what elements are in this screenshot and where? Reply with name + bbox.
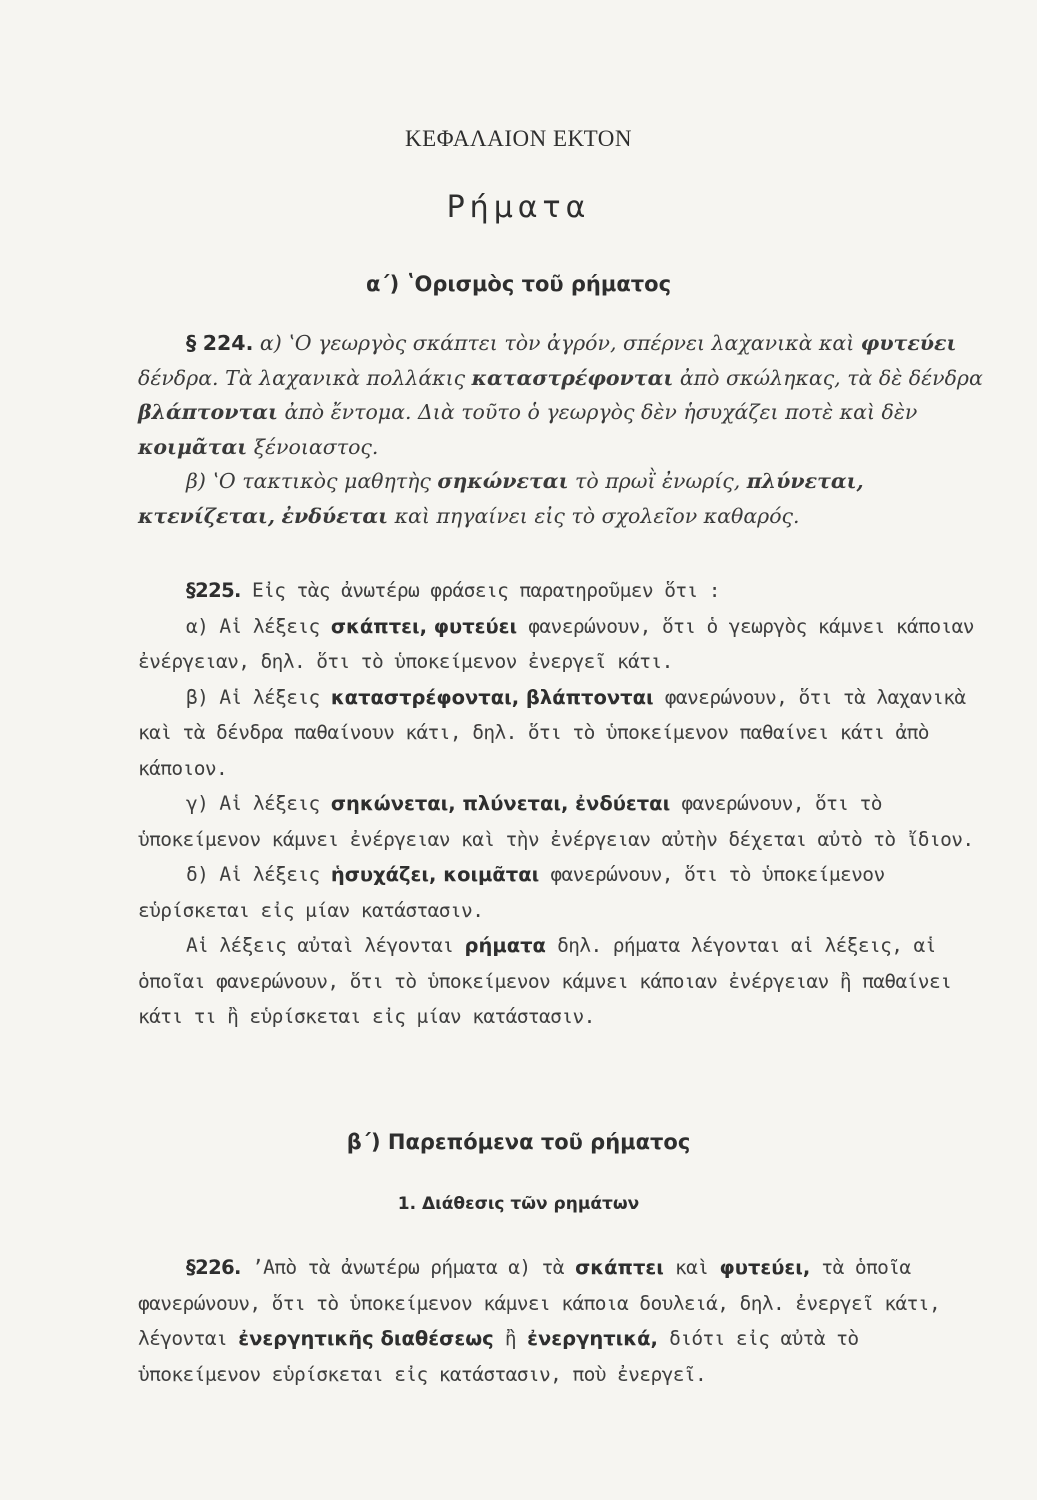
verb-highlight: φυτεύει [860, 331, 957, 355]
paragraph-224 [138, 326, 988, 533]
paragraph-226 [138, 1250, 988, 1392]
paragraph-number: 226. [195, 1256, 241, 1279]
text-run: Εἰς τὰς ἀνωτέρω φράσεις παρατηροῦμεν ὅτι : [240, 579, 720, 602]
text-run: ἢ [493, 1327, 528, 1350]
paragraph-number: 224. [202, 331, 254, 355]
verb-highlight: καταστρέφονται [471, 365, 674, 390]
verb-highlight: ἐνδύεται [281, 503, 389, 528]
text-run: γ) Αἱ λέξεις [186, 792, 331, 815]
text-run: διότι εἰς αὐτὰ τὸ ὑποκείμενον εὑρίσκεται εἰς κατάστασιν, ποὺ ἐνεργεῖ. [138, 1327, 859, 1386]
verb-highlight: σηκώνεται, πλύνεται, ἐνδύεται [330, 792, 671, 815]
text-run: β) ʽΟ τακτικὸς μαθητὴς [186, 469, 438, 493]
text-run: καὶ [663, 1256, 720, 1279]
verb-highlight: ρήματα [464, 934, 546, 957]
text-run: δ) Αἱ λέξεις [186, 863, 331, 886]
paragraph-225-a [138, 609, 988, 680]
text-run: β) Αἱ λέξεις [186, 685, 331, 709]
paragraph-225-d [138, 857, 988, 928]
text-run: ξένοιαστος. [247, 434, 379, 459]
text-run: α) Αἱ λέξεις [186, 614, 331, 638]
text-run: ἀπὸ σκώληκας, τὰ δὲ δένδρα [673, 365, 983, 390]
text-run: Αἱ λέξεις αὐταὶ λέγονται [186, 934, 465, 957]
paragraph-225 [138, 573, 988, 1035]
text-run: φανερώνουν, ὅτι ὁ γεωργὸς κάμνει κάποιαν ἐνέργειαν, δηλ. ὅτι τὸ ὑποκείμενον ἐνεργεῖ κάτι. [138, 614, 974, 673]
verb-highlight: πλύνεται, [746, 469, 864, 493]
text-run: τὰ ὁποῖα φανερώνουν, ὅτι τὸ ὑποκείμενον κάμνει κάποια δουλειά, δηλ. ἐνεργεῖ κάτι, λέγονται [138, 1256, 941, 1350]
text-run: φανερώνουν, ὅτι τὰ λαχανικὰ καὶ τὰ δένδρα παθαίνουν κάτι, δηλ. ὅτι τὸ ὑποκείμενον παθαίνει κάτι ἀπὸ κάποιον. [138, 685, 966, 780]
text-run: ʼΑπὸ τὰ ἀνωτέρω ρήματα α) τὰ [240, 1256, 576, 1279]
verb-highlight: σκάπτει, φυτεύει [330, 614, 518, 638]
text-run: δηλ. ρήματα λέγονται αἱ λέξεις, αἱ ὁποῖαι φανερώνουν, ὅτι τὸ ὑποκείμενον κάμνει κάποιαν ἐνέργειαν ἢ παθαίνει κάτι τι ἢ εὑρίσκεται εἰς μίαν κατάστασιν. [138, 934, 952, 1028]
section-a-heading: α΄) ʽΟρισμὸς τοῦ ρήματος [365, 272, 672, 296]
paragraph-226-text [138, 1250, 988, 1392]
term-highlight: ἐνεργητικά, [527, 1327, 658, 1350]
verb-highlight: ἡσυχάζει, κοιμᾶται [330, 863, 540, 886]
subsection-1-heading: 1. Διάθεσις τῶν ρημάτων [397, 1194, 640, 1214]
text-run: φανερώνουν, ὅτι τὸ ὑποκείμενον κάμνει ἐνέργειαν καὶ τὴν ἐνέργειαν αὐτὴν δέχεται αὐτὸ τὸ ἴδιον. [138, 792, 974, 851]
verb-highlight: κτενίζεται, [138, 503, 275, 528]
verb-highlight: σκάπτει [575, 1256, 664, 1279]
page-title: Ρήματα [446, 190, 591, 225]
text-run: ἀπὸ ἔντομα. Διὰ τοῦτο ὁ γεωργὸς δὲν ἡσυχάζει ποτὲ καὶ δὲν [277, 400, 918, 424]
section-b-heading: β΄) Παρεπόμενα τοῦ ρήματος [346, 1130, 691, 1154]
verb-highlight: φυτεύει, [719, 1256, 811, 1279]
text-run: φανερώνουν, ὅτι τὸ ὑποκείμενον εὑρίσκεται εἰς μίαν κατάστασιν. [138, 863, 885, 922]
paragraph-224-a [138, 326, 988, 464]
verb-highlight: καταστρέφονται, βλάπτονται [330, 685, 654, 709]
paragraph-225-intro [138, 573, 988, 609]
section-sign: § [186, 331, 197, 355]
verb-highlight: κοιμᾶται [138, 434, 248, 459]
section-sign: § [186, 1256, 196, 1279]
text-run: καὶ πηγαίνει εἰς τὸ σχολεῖον καθαρός. [388, 503, 800, 528]
paragraph-225-c [138, 786, 988, 857]
section-sign: § [186, 579, 196, 602]
paragraph-225-e [138, 928, 988, 1035]
verb-highlight: βλάπτονται [138, 400, 278, 424]
text-run: α) ʽΟ γεωργὸς σκάπτει τὸν ἀγρόν, σπέρνει λαχανικὰ καὶ [253, 331, 861, 355]
paragraph-224-b [138, 464, 988, 533]
text-run: τὸ πρωῒ ἐνωρίς, [568, 469, 747, 493]
paragraph-225-b [138, 680, 988, 787]
paragraph-number: 225. [195, 579, 241, 602]
text-run: δένδρα. Τὰ λαχανικὰ πολλάκις [138, 365, 472, 390]
chapter-heading: ΚΕΦΑΛΑΙΟΝ ΕΚΤΟΝ [405, 126, 632, 151]
term-highlight: ἐνεργητικῆς διαθέσεως [238, 1327, 494, 1350]
verb-highlight: σηκώνεται [437, 469, 569, 493]
